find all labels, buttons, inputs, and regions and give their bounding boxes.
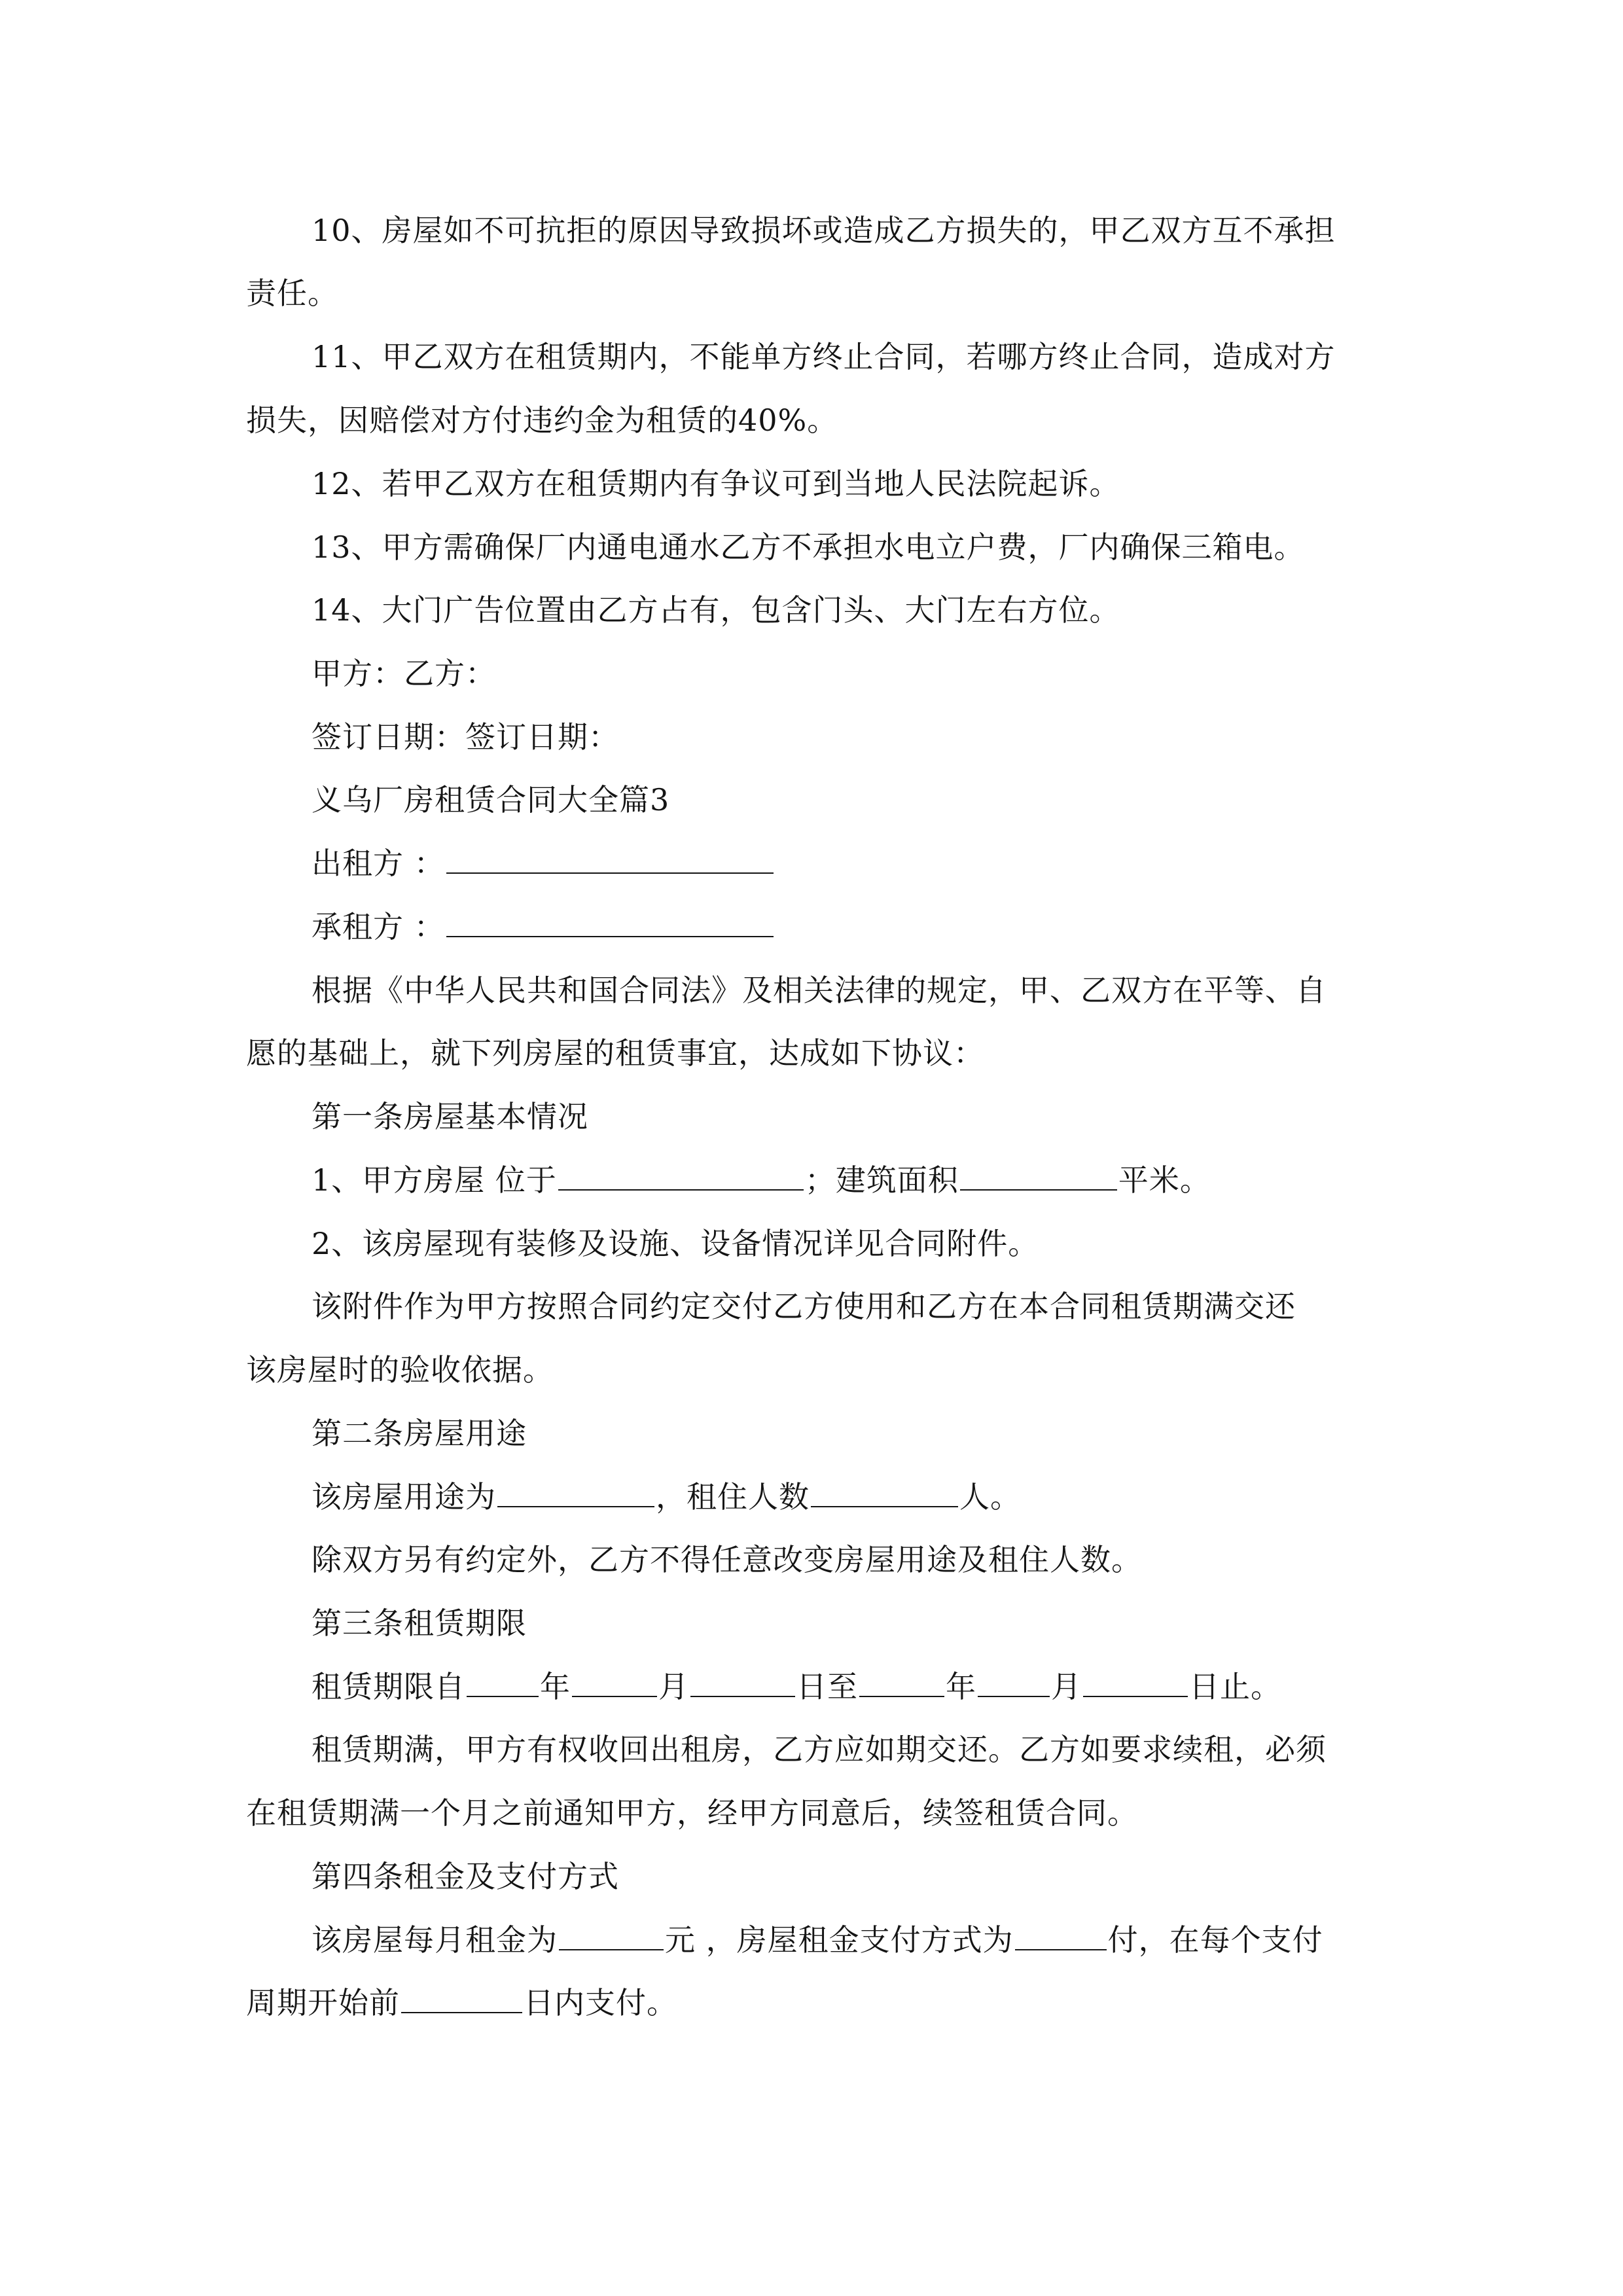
- renewal-line-2: 在租赁期满一个月之前通知甲方，经甲方同意后，续签租赁合同。: [246, 1795, 1138, 1831]
- article-2-title: 第二条房屋用途: [312, 1416, 527, 1451]
- start-year-blank: [467, 1667, 539, 1697]
- annex-line-1: 该附件作为甲方按照合同约定交付乙方使用和乙方在本合同租赁期满交还: [312, 1289, 1296, 1324]
- clause-10-line-1: 10、房屋如不可抗拒的原因导致损坏或造成乙方损失的，甲乙双方互不承担: [312, 213, 1336, 248]
- rent-amount-blank: [559, 1920, 664, 1950]
- payment-method-label: 元 ，房屋租金支付方式为: [665, 1922, 1014, 1958]
- end-year-unit: 年: [946, 1669, 976, 1704]
- area-unit: 平米。: [1118, 1162, 1211, 1198]
- end-day-blank: [1083, 1667, 1188, 1697]
- use-blank: [497, 1477, 654, 1507]
- article-1-title: 第一条房屋基本情况: [312, 1099, 588, 1134]
- occupants-label: ，租住人数: [656, 1479, 810, 1515]
- lessee-line: [312, 907, 775, 946]
- rent-line-1: [312, 1920, 1323, 1960]
- article-1-item-2: 2、该房屋现有装修及设施、设备情况详见合同附件。: [312, 1226, 1039, 1261]
- end-day-unit: 日止。: [1189, 1669, 1281, 1704]
- location-blank: [558, 1160, 804, 1191]
- end-month-blank: [978, 1667, 1050, 1697]
- area-blank: [960, 1160, 1117, 1191]
- sign-dates-line: 签订日期：签订日期：: [312, 719, 619, 755]
- lessor-line: [312, 844, 775, 883]
- parties-signature-line: 甲方：乙方：: [312, 656, 496, 691]
- start-month-blank: [572, 1667, 657, 1697]
- clause-11-line-2: 损失，因赔偿对方付违约金为租赁的40%。: [246, 403, 838, 438]
- article-1-item-1: [312, 1160, 1211, 1200]
- start-year-unit: 年: [540, 1669, 571, 1704]
- end-month-unit: 月: [1051, 1669, 1082, 1704]
- use-line: [312, 1477, 1021, 1516]
- payment-days-blank: [401, 1983, 522, 2013]
- section-title: 义乌厂房租赁合同大全篇3: [312, 782, 670, 817]
- renewal-line-1: 租赁期满，甲方有权收回出租房，乙方应如期交还。乙方如要求续租，必须: [312, 1732, 1327, 1767]
- end-year-blank: [859, 1667, 944, 1697]
- intro-line-2: 愿的基础上，就下列房屋的租赁事宜，达成如下协议：: [246, 1035, 984, 1071]
- clause-13: 13、甲方需确保厂内通电通水乙方不承担水电立户费，厂内确保三箱电。: [312, 529, 1305, 565]
- lessor-blank: [446, 844, 774, 874]
- clause-12: 12、若甲乙双方在租赁期内有争议可到当地人民法院起诉。: [312, 466, 1120, 501]
- payment-method-blank: [1015, 1920, 1107, 1950]
- term-label: 租赁期限自: [312, 1669, 465, 1704]
- lessee-blank: [446, 907, 774, 937]
- start-day-blank: [690, 1667, 795, 1697]
- start-day-unit: 日至: [796, 1669, 858, 1704]
- term-line: [312, 1667, 1281, 1706]
- area-label: ；建筑面积: [804, 1162, 959, 1198]
- clause-14: 14、大门广告位置由乙方占有，包含门头、大门左右方位。: [312, 592, 1120, 628]
- article-4-title: 第四条租金及支付方式: [312, 1859, 619, 1894]
- payment-days-unit: 日内支付。: [524, 1985, 677, 2020]
- lessor-label: 出租方 ：: [312, 846, 445, 881]
- rent-label: 该房屋每月租金为: [312, 1922, 558, 1958]
- lessee-label: 承租方 ：: [312, 909, 445, 944]
- occupants-blank: [811, 1477, 958, 1507]
- use-label: 该房屋用途为: [312, 1479, 496, 1515]
- use-note: 除双方另有约定外，乙方不得任意改变房屋用途及租住人数。: [312, 1542, 1142, 1577]
- location-label: 1、甲方房屋 位于: [312, 1162, 557, 1198]
- start-month-unit: 月: [658, 1669, 689, 1704]
- clause-11-line-1: 11、甲乙双方在租赁期内，不能单方终止合同，若哪方终止合同，造成对方: [312, 339, 1336, 374]
- rent-line-2: [246, 1983, 677, 2022]
- intro-line-1: 根据《中华人民共和国合同法》及相关法律的规定，甲、乙双方在平等、自: [312, 973, 1327, 1008]
- annex-line-2: 该房屋时的验收依据。: [246, 1352, 554, 1388]
- payment-period-label: 周期开始前: [246, 1985, 400, 2020]
- clause-10-line-2: 责任。: [246, 276, 338, 311]
- article-3-title: 第三条租赁期限: [312, 1605, 527, 1641]
- occupants-unit: 人。: [959, 1479, 1021, 1515]
- payment-cycle-label: 付，在每个支付: [1107, 1922, 1323, 1958]
